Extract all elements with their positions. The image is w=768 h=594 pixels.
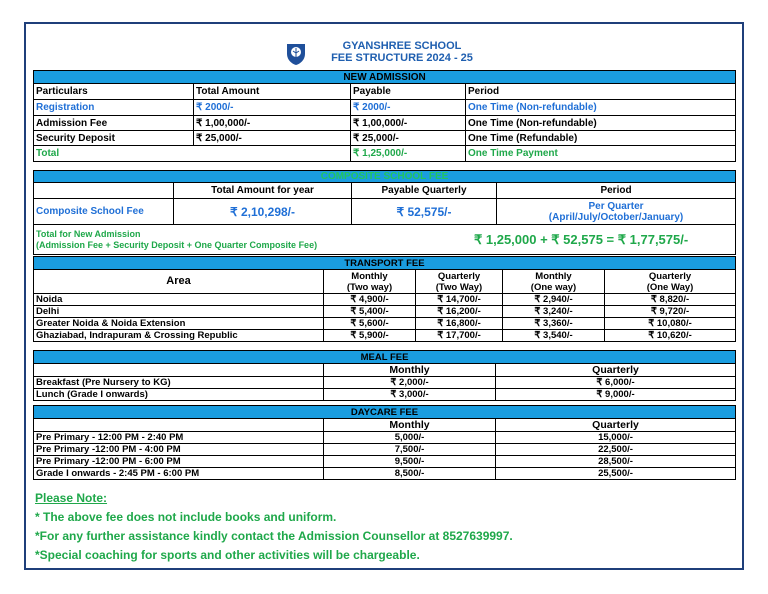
table-row xyxy=(34,330,736,342)
cell: Breakfast (Pre Nursery to KG) xyxy=(34,377,324,389)
col-monthly: Monthly xyxy=(324,419,496,432)
composite-fee-section xyxy=(33,170,736,255)
cell: ₹ 14,700/- xyxy=(416,294,503,306)
cell: ₹ 5,900/- xyxy=(324,330,416,342)
table-row xyxy=(34,468,736,480)
new-total-label: Total for New Admission xyxy=(36,228,141,239)
cell: ₹ 1,00,000/- xyxy=(351,116,466,131)
cell: 22,500/- xyxy=(496,444,736,456)
cell: ₹ 6,000/- xyxy=(496,377,736,389)
school-name: GYANSHREE SCHOOL xyxy=(342,40,462,52)
cell: Ghaziabad, Indrapuram & Crossing Republic xyxy=(34,330,324,342)
meal-band: MEAL FEE xyxy=(34,351,736,364)
header-line: (Two Way) xyxy=(435,281,483,293)
cell: ₹ 3,360/- xyxy=(503,318,605,330)
table-row xyxy=(34,318,736,330)
cell: 5,000/- xyxy=(324,432,496,444)
transport-fee-section xyxy=(33,256,736,342)
composite-quarterly: ₹ 52,575/- xyxy=(352,199,497,225)
col-quarterly: Quarterly xyxy=(496,419,736,432)
table-row xyxy=(34,432,736,444)
cell: 15,000/- xyxy=(496,432,736,444)
cell: ₹ 10,620/- xyxy=(605,330,736,342)
col-quarterly-two-way xyxy=(416,270,503,294)
cell: ₹ 10,080/- xyxy=(605,318,736,330)
new-admission-section xyxy=(33,70,736,162)
cell: 8,500/- xyxy=(324,468,496,480)
col-quarterly: Quarterly xyxy=(496,364,736,377)
composite-period xyxy=(497,199,736,225)
total-row xyxy=(34,146,736,162)
cell: Delhi xyxy=(34,306,324,318)
col-period: Period xyxy=(466,84,736,100)
col-total-amount-year: Total Amount for year xyxy=(174,183,352,199)
cell: One Time (Refundable) xyxy=(466,131,736,146)
cell: ₹ 3,540/- xyxy=(503,330,605,342)
cell: ₹ 3,000/- xyxy=(324,389,496,401)
cell: Admission Fee xyxy=(34,116,194,131)
table-row xyxy=(34,389,736,401)
cell: Noida xyxy=(34,294,324,306)
cell: ₹ 16,200/- xyxy=(416,306,503,318)
school-logo xyxy=(285,42,307,66)
cell: ₹ 9,720/- xyxy=(605,306,736,318)
table-row xyxy=(34,294,736,306)
cell: 28,500/- xyxy=(496,456,736,468)
daycare-band: DAYCARE FEE xyxy=(34,406,736,419)
cell: Security Deposit xyxy=(34,131,194,146)
col-monthly-two-way xyxy=(324,270,416,294)
table-row xyxy=(34,306,736,318)
col-monthly: Monthly xyxy=(324,364,496,377)
col-particulars: Particulars xyxy=(34,84,194,100)
new-admission-total-row xyxy=(34,225,736,255)
table-row xyxy=(34,100,736,116)
transport-band: TRANSPORT FEE xyxy=(34,257,736,270)
cell: ₹ 17,700/- xyxy=(416,330,503,342)
meal-fee-section xyxy=(33,350,736,401)
cell: ₹ 3,240/- xyxy=(503,306,605,318)
period-line: (April/July/October/January) xyxy=(548,211,684,223)
cell: 9,500/- xyxy=(324,456,496,468)
new-total-note: (Admission Fee + Security Deposit + One Quarter Composite Fee) xyxy=(36,239,318,250)
blank-cell xyxy=(34,183,174,199)
cell: Lunch (Grade I onwards) xyxy=(34,389,324,401)
cell: Pre Primary -12:00 PM - 6:00 PM xyxy=(34,456,324,468)
cell: 25,500/- xyxy=(496,468,736,480)
header-line: Quarterly xyxy=(437,270,481,282)
cell: ₹ 25,000/- xyxy=(194,131,351,146)
header-line: (One way) xyxy=(530,281,577,293)
header-line: Quarterly xyxy=(648,270,692,282)
cell: ₹ 2000/- xyxy=(351,100,466,116)
cell: 7,500/- xyxy=(324,444,496,456)
col-period: Period xyxy=(497,183,736,199)
cell: ₹ 5,400/- xyxy=(324,306,416,318)
header-line: (Two way) xyxy=(346,281,393,293)
composite-total: ₹ 2,10,298/- xyxy=(174,199,352,225)
table-row xyxy=(34,131,736,146)
cell: ₹ 2000/- xyxy=(194,100,351,116)
header-line: Monthly xyxy=(535,270,572,282)
note-item: *Special coaching for sports and other activities will be chargeable. xyxy=(35,548,420,562)
cell: ₹ 8,820/- xyxy=(605,294,736,306)
daycare-fee-section xyxy=(33,405,736,480)
notes-title: Please Note: xyxy=(35,491,108,505)
blank-cell xyxy=(34,364,324,377)
new-total-formula: ₹ 1,25,000 + ₹ 52,575 = ₹ 1,77,575/- xyxy=(474,232,689,247)
notes-section xyxy=(35,489,513,565)
table-row xyxy=(34,456,736,468)
cell: Pre Primary -12:00 PM - 4:00 PM xyxy=(34,444,324,456)
col-quarterly-one-way xyxy=(605,270,736,294)
note-item: * The above fee does not include books and uniform. xyxy=(35,510,337,524)
cell: ₹ 25,000/- xyxy=(351,131,466,146)
cell: Registration xyxy=(34,100,194,116)
fee-structure-title: FEE STRUCTURE 2024 - 25 xyxy=(331,52,473,64)
cell: ₹ 4,900/- xyxy=(324,294,416,306)
table-row xyxy=(34,116,736,131)
table-row xyxy=(34,199,736,225)
cell: Pre Primary - 12:00 PM - 2:40 PM xyxy=(34,432,324,444)
page-header xyxy=(285,40,485,70)
cell: One Time (Non-refundable) xyxy=(466,100,736,116)
col-payable-quarterly: Payable Quarterly xyxy=(352,183,497,199)
cell: ₹ 16,800/- xyxy=(416,318,503,330)
total-label: Total xyxy=(34,146,351,162)
note-item: *For any further assistance kindly contact the Admission Counsellor at 8527639997. xyxy=(35,529,513,543)
col-total-amount: Total Amount xyxy=(194,84,351,100)
composite-band: COMPOSITE SCHOOL FEE xyxy=(34,171,736,183)
cell: ₹ 9,000/- xyxy=(496,389,736,401)
composite-label: Composite School Fee xyxy=(34,199,174,225)
table-row xyxy=(34,444,736,456)
period-line: Per Quarter xyxy=(588,200,644,212)
header-line: Monthly xyxy=(351,270,388,282)
total-period: One Time Payment xyxy=(466,146,736,162)
cell: Grade I onwards - 2:45 PM - 6:00 PM xyxy=(34,468,324,480)
total-payable: ₹ 1,25,000/- xyxy=(351,146,466,162)
cell: One Time (Non-refundable) xyxy=(466,116,736,131)
table-row xyxy=(34,377,736,389)
cell: Greater Noida & Noida Extension xyxy=(34,318,324,330)
cell: ₹ 2,940/- xyxy=(503,294,605,306)
col-monthly-one-way xyxy=(503,270,605,294)
blank-cell xyxy=(34,419,324,432)
header-line: (One Way) xyxy=(646,281,694,293)
cell: ₹ 2,000/- xyxy=(324,377,496,389)
col-area: Area xyxy=(34,270,324,294)
cell: ₹ 1,00,000/- xyxy=(194,116,351,131)
new-admission-band: NEW ADMISSION xyxy=(34,71,736,84)
cell: ₹ 5,600/- xyxy=(324,318,416,330)
col-payable: Payable xyxy=(351,84,466,100)
